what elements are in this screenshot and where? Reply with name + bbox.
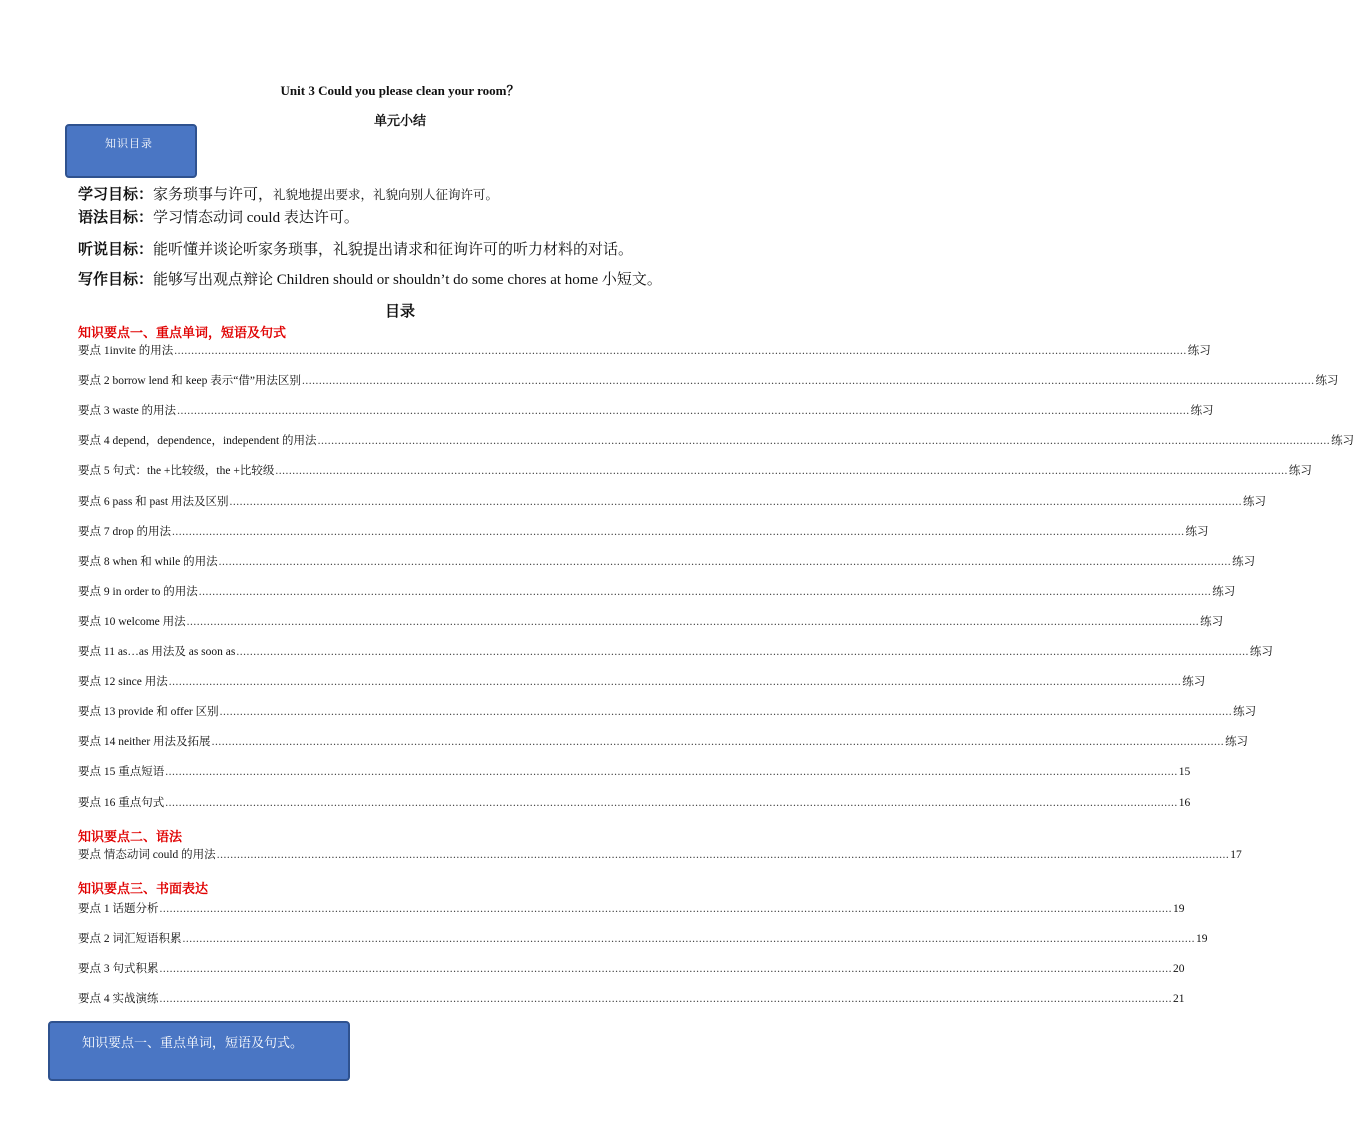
toc-entry[interactable]: [78, 585, 1236, 599]
toc-leader-dots: ............................................................................................................................................................................................................................................................................................................: [218, 555, 1232, 568]
toc-entry-label: 要点 6 pass 和 past 用法及区别: [78, 495, 229, 508]
toc-entry-label: 要点 2 borrow lend 和 keep 表示“借”用法区别: [78, 375, 301, 388]
toc-leader-dots: ............................................................................................................................................................................................................................................................................................................: [159, 993, 1172, 1005]
toc-leader-dots: ............................................................................................................................................................................................................................................................................................................: [168, 676, 1182, 689]
toc-entry-label: 要点 8 when 和 while 的用法: [78, 555, 218, 568]
page-title: Unit 3 Could you please clean your room？: [280, 83, 520, 98]
toc-entry[interactable]: [78, 464, 1312, 478]
toc-entry-page: 练习: [1187, 345, 1211, 357]
goal-writing: [78, 268, 662, 289]
toc-entry[interactable]: [78, 344, 1211, 358]
toc-entry-label: 要点 15 重点短语: [78, 766, 165, 779]
toc-entry-label: 要点 4 实战演练: [78, 993, 159, 1005]
page-subtitle: 单元小结: [373, 113, 426, 128]
toc-entry-label: 要点 10 welcome 用法: [78, 615, 186, 628]
toc-entry-label: 要点 14 neither 用法及拓展: [78, 736, 211, 749]
toc-entry-label: 要点 9 in order to 的用法: [78, 585, 198, 598]
toc-entry-page: 练习: [1232, 555, 1256, 568]
toc-callout-box: [65, 124, 197, 178]
toc-entry-label: 要点 12 since 用法: [78, 676, 168, 689]
toc-entry[interactable]: [78, 675, 1206, 689]
section-callout-box: [48, 1021, 350, 1081]
toc-entry-label: 要点 4 depend，dependence，independent 的用法: [78, 435, 317, 448]
toc-leader-dots: ............................................................................................................................................................................................................................................................................................................: [186, 615, 1200, 628]
toc-leader-dots: ............................................................................................................................................................................................................................................................................................................: [165, 796, 1178, 809]
toc-entry-label: 要点 3 waste 的用法: [78, 405, 177, 418]
toc-leader-dots: ............................................................................................................................................................................................................................................................................................................: [275, 465, 1288, 478]
toc-entry-page: 20: [1173, 963, 1185, 975]
goal-text: 学习情态动词 could 表达许可。: [153, 210, 359, 226]
section-heading-3: 知识要点三、书面表达: [78, 881, 209, 896]
toc-entry-page: 练习: [1288, 465, 1312, 478]
goal-label: 语法目标：: [78, 210, 154, 226]
toc-entry-page: 15: [1178, 766, 1191, 779]
toc-entry[interactable]: [78, 434, 1354, 448]
toc-leader-dots: ............................................................................................................................................................................................................................................................................................................: [229, 495, 1242, 508]
toc-leader-dots: ............................................................................................................................................................................................................................................................................................................: [159, 963, 1172, 975]
toc-entry-page: 练习: [1212, 585, 1236, 598]
toc-leader-dots: ............................................................................................................................................................................................................................................................................................................: [317, 435, 1331, 448]
toc-entry-label: 要点 16 重点句式: [78, 796, 165, 809]
toc-entry-page: 练习: [1185, 525, 1209, 538]
section-heading-1: 知识要点一、重点单词，短语及句式: [78, 325, 287, 340]
toc-entry[interactable]: [78, 796, 1191, 810]
toc-entry-label: 要点 1 话题分析: [78, 903, 159, 915]
toc-entry[interactable]: [78, 404, 1214, 418]
toc-leader-dots: ............................................................................................................................................................................................................................................................................................................: [165, 766, 1178, 779]
toc-leader-dots: ............................................................................................................................................................................................................................................................................................................: [236, 646, 1249, 658]
toc-entry-page: 19: [1173, 903, 1185, 915]
toc-entry-page: 练习: [1242, 495, 1266, 508]
section-callout-label: 知识要点一、重点单词，短语及句式。: [82, 1035, 304, 1050]
toc-entry[interactable]: [78, 932, 1208, 946]
toc-leader-dots: ............................................................................................................................................................................................................................................................................................................: [174, 345, 1187, 357]
toc-leader-dots: ............................................................................................................................................................................................................................................................................................................: [159, 903, 1172, 915]
toc-entry[interactable]: [78, 645, 1273, 659]
toc-leader-dots: ............................................................................................................................................................................................................................................................................................................: [216, 849, 1230, 861]
goal-grammar: [78, 206, 359, 227]
goal-text-small: 礼貌地提出要求，礼貌向别人征询许可。: [273, 188, 499, 202]
toc-leader-dots: ............................................................................................................................................................................................................................................................................................................: [219, 706, 1233, 719]
toc-leader-dots: ............................................................................................................................................................................................................................................................................................................: [211, 736, 1225, 749]
toc-entry[interactable]: [78, 962, 1185, 976]
toc-entry-page: 16: [1178, 796, 1191, 809]
toc-leader-dots: ............................................................................................................................................................................................................................................................................................................: [198, 585, 1212, 598]
goal-text: 家务琐事与许可，: [153, 187, 274, 203]
toc-entry-label: 要点 1invite 的用法: [78, 345, 174, 357]
goal-listening: [78, 238, 633, 259]
goal-label: 听说目标：: [78, 242, 154, 258]
toc-entry[interactable]: [78, 735, 1249, 749]
toc-entry-page: 练习: [1249, 646, 1273, 658]
toc-entry-label: 要点 2 词汇短语积累: [78, 933, 182, 945]
goal-text: 能够写出观点辩论 Children should or shouldn’t do some chores at home 小短文。: [153, 272, 662, 288]
toc-entry-page: 练习: [1315, 375, 1339, 388]
toc-entry-page: 17: [1230, 849, 1242, 861]
goal-label: 写作目标：: [78, 272, 154, 288]
toc-entry-label: 要点 13 provide 和 offer 区别: [78, 706, 219, 719]
goal-learning: [78, 183, 498, 204]
toc-leader-dots: ............................................................................................................................................................................................................................................................................................................: [177, 405, 1190, 418]
toc-entry[interactable]: [78, 495, 1266, 509]
section-heading-2: 知识要点二、语法: [78, 829, 183, 844]
toc-entry-page: 21: [1173, 993, 1185, 1005]
toc-entry-label: 要点 5 句式：the +比较级，the +比较级: [78, 465, 275, 478]
toc-entry-page: 练习: [1190, 405, 1214, 418]
toc-entry-label: 要点 3 句式积累: [78, 963, 159, 975]
toc-entry[interactable]: [78, 848, 1242, 862]
toc-entry-page: 19: [1196, 933, 1208, 945]
toc-entry[interactable]: [78, 374, 1339, 388]
toc-entry[interactable]: [78, 992, 1185, 1006]
toc-callout-label: 知识目录: [105, 138, 153, 150]
toc-entry[interactable]: [78, 555, 1256, 569]
toc-entry[interactable]: [78, 615, 1224, 629]
toc-leader-dots: ............................................................................................................................................................................................................................................................................................................: [171, 525, 1185, 538]
toc-leader-dots: ............................................................................................................................................................................................................................................................................................................: [182, 933, 1195, 945]
goal-label: 学习目标：: [78, 187, 154, 203]
toc-leader-dots: ............................................................................................................................................................................................................................................................................................................: [301, 375, 1315, 388]
toc-entry[interactable]: [78, 525, 1209, 539]
toc-entry-page: 练习: [1182, 676, 1206, 689]
toc-entry-label: 要点 7 drop 的用法: [78, 525, 171, 538]
toc-entry[interactable]: [78, 705, 1257, 719]
toc-entry-label: 要点 情态动词 could 的用法: [78, 849, 216, 861]
toc-entry-label: 要点 11 as…as 用法及 as soon as: [78, 646, 236, 658]
toc-entry-page: 练习: [1331, 435, 1354, 448]
toc-entry-page: 练习: [1200, 615, 1224, 628]
toc-entry[interactable]: [78, 902, 1185, 916]
toc-heading: 目录: [384, 304, 415, 320]
toc-entry[interactable]: [78, 765, 1191, 779]
toc-entry-page: 练习: [1233, 706, 1257, 719]
goal-text: 能听懂并谈论听家务琐事，礼貌提出请求和征询许可的听力材料的对话。: [153, 242, 634, 258]
toc-entry-page: 练习: [1225, 736, 1249, 749]
